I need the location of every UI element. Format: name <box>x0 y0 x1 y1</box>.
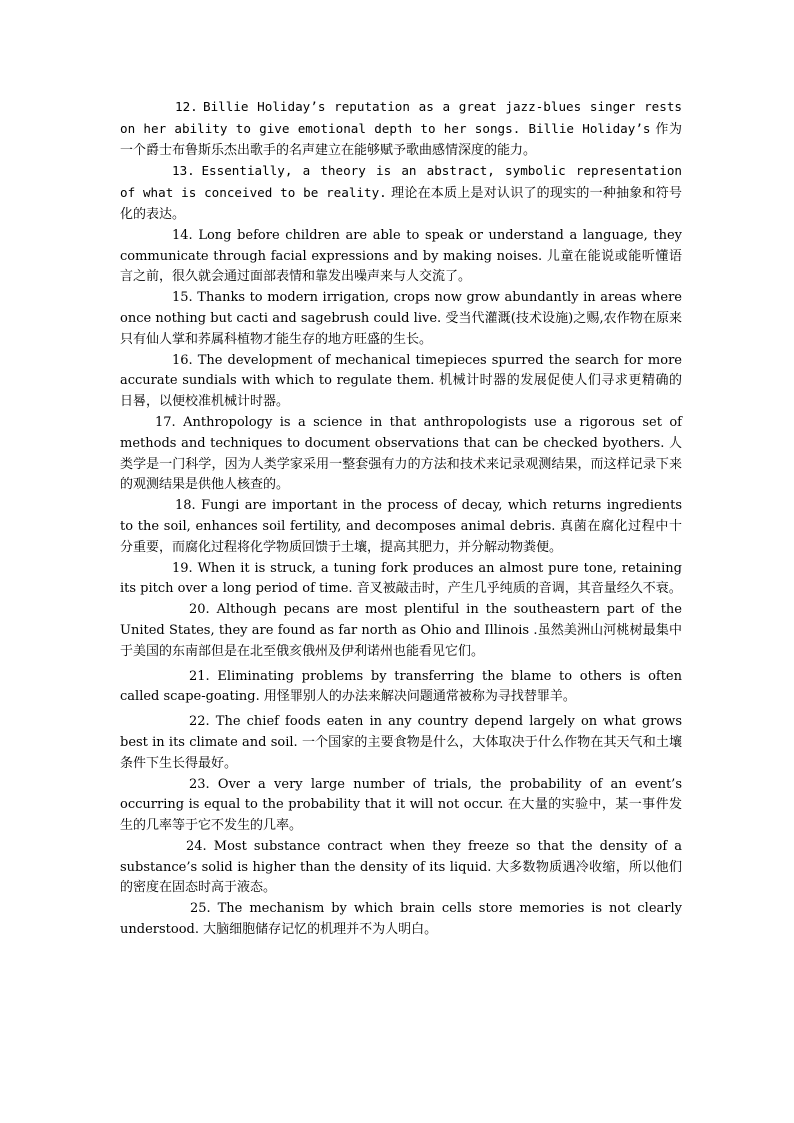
paragraph-number: 17. <box>155 414 176 430</box>
paragraph-number: 22. <box>189 714 210 730</box>
document-page <box>120 97 682 941</box>
english-text: Most substance contract when they freeze so that the density of a substance’s solid is higher than the density of its liquid. <box>120 838 682 875</box>
paragraph-number: 12. <box>175 99 198 114</box>
chinese-text: 音叉被敲击时，产生几乎纯质的音调，其音量经久不衰。 <box>356 581 682 597</box>
paragraph-number: 24. <box>186 838 207 854</box>
chinese-text: 作为一个爵士布鲁斯乐杰出歌手的名声建立在能够赋予歌曲感情深度的能力。 <box>120 121 682 158</box>
english-text: When it is struck, a tuning fork produces an almost pure tone, retaining its pitch over a long period of time. <box>120 560 682 597</box>
english-text: Eliminating problems by transferring the blame to others is often called scape-goating. <box>120 668 683 705</box>
chinese-text: 在大量的实验中，某一事件发生的几率等于它不发生的几率。 <box>120 797 682 834</box>
paragraph-number: 14. <box>172 227 193 243</box>
chinese-text: 大脑细胞储存记忆的机理并不为人明白。 <box>203 922 438 938</box>
english-text: Billie Holiday’s reputation as a great jazz-blues singer rests on her ability to give emotional depth to her songs. Billie Holiday’s <box>120 99 682 136</box>
paragraph-23 <box>120 775 682 837</box>
chinese-text: 真菌在腐化过程中十分重要，而腐化过程将化学物质回馈于土壤，提高其肥力，并分解动物粪便。 <box>120 518 682 555</box>
paragraph-19 <box>120 559 682 601</box>
paragraph-number: 25. <box>190 901 211 917</box>
paragraph-15 <box>120 288 682 350</box>
chinese-text: .虽然美洲山河桃树最集中于美国的东南部但是在北至俄亥俄州及伊利诺州也能看见它们。 <box>120 622 682 659</box>
english-text: Anthropology is a science in that anthropologists use a rigorous set of methods and techniques to document observations that can be checked byothers. <box>120 414 682 451</box>
english-text: The mechanism by which brain cells store memories is not clearly understood. <box>120 901 682 938</box>
paragraph-24 <box>120 837 682 899</box>
paragraph-17 <box>120 413 682 496</box>
paragraph-number: 15. <box>172 290 193 306</box>
paragraph-number: 20. <box>189 602 210 618</box>
chinese-text: 理论在本质上是对认识了的现实的一种抽象和符号化的表达。 <box>120 186 682 222</box>
chinese-text: 机械计时器的发展促使人们寻求更精确的日晷，以便校准机械计时器。 <box>120 373 682 410</box>
paragraph-12 <box>120 97 682 161</box>
paragraph-number: 16. <box>172 352 193 368</box>
english-text: Thanks to modern irrigation, crops now grow abundantly in areas where once nothing but cacti and sagebrush could live. <box>120 290 682 326</box>
chinese-text: 大多数物质遇冷收缩，所以他们的密度在固态时高于液态。 <box>120 859 682 896</box>
english-text: Essentially, a theory is an abstract, symbolic representation of what is conceived to be reality. <box>120 163 682 201</box>
chinese-text: 用怪罪别人的办法来解决问题通常被称为寻找替罪羊。 <box>263 689 576 705</box>
chinese-text: 受当代灌溉(技术设施)之赐,农作物在原来只有仙人掌和荞属科植物才能生存的地方旺盛的生长。 <box>120 310 683 347</box>
paragraph-number: 13. <box>172 163 195 179</box>
paragraph-number: 19. <box>172 560 193 576</box>
paragraph-number: 23. <box>189 776 210 792</box>
chinese-text: 一个国家的主要食物是什么，大体取决于什么作物在其天气和土壤条件下生长得最好。 <box>120 734 682 771</box>
paragraph-16 <box>120 351 682 413</box>
chinese-text: 儿童在能说或能听懂语言之前，很久就会通过面部表情和靠发出噪声来与人交流了。 <box>120 248 682 285</box>
paragraph-21 <box>120 667 682 709</box>
paragraph-14 <box>120 226 682 288</box>
paragraph-22 <box>120 712 682 774</box>
paragraph-20 <box>120 600 682 662</box>
english-text: The development of mechanical timepieces spurred the search for more accurate sundials with which to regulate them. <box>120 352 682 389</box>
paragraph-18 <box>120 496 682 558</box>
chinese-text: 人类学是一门科学，因为人类学家采用一整套强有力的方法和技术来记录观测结果，而这样记录下来的观测结果是供他人核查的。 <box>120 435 682 493</box>
english-text: Fungi are important in the process of decay, which returns ingredients to the soil, enhances soil fertility, and decomposes animal debris. <box>120 498 682 534</box>
english-text: The chief foods eaten in any country depend largely on what grows best in its climate and soil. <box>120 714 682 750</box>
paragraph-25 <box>120 899 682 941</box>
english-text: Over a very large number of trials, the probability of an event’s occurring is equal to the probability that it will not occur. <box>120 776 682 813</box>
paragraph-13 <box>120 161 682 225</box>
paragraph-number: 21. <box>189 668 210 684</box>
english-text: Although pecans are most plentiful in the southeastern part of the United States, they are found as far north as Ohio and Illinois <box>120 602 682 638</box>
english-text: Long before children are able to speak or understand a language, they communicate through facial expressions and by making noises. <box>120 227 682 264</box>
paragraph-number: 18. <box>175 498 196 514</box>
